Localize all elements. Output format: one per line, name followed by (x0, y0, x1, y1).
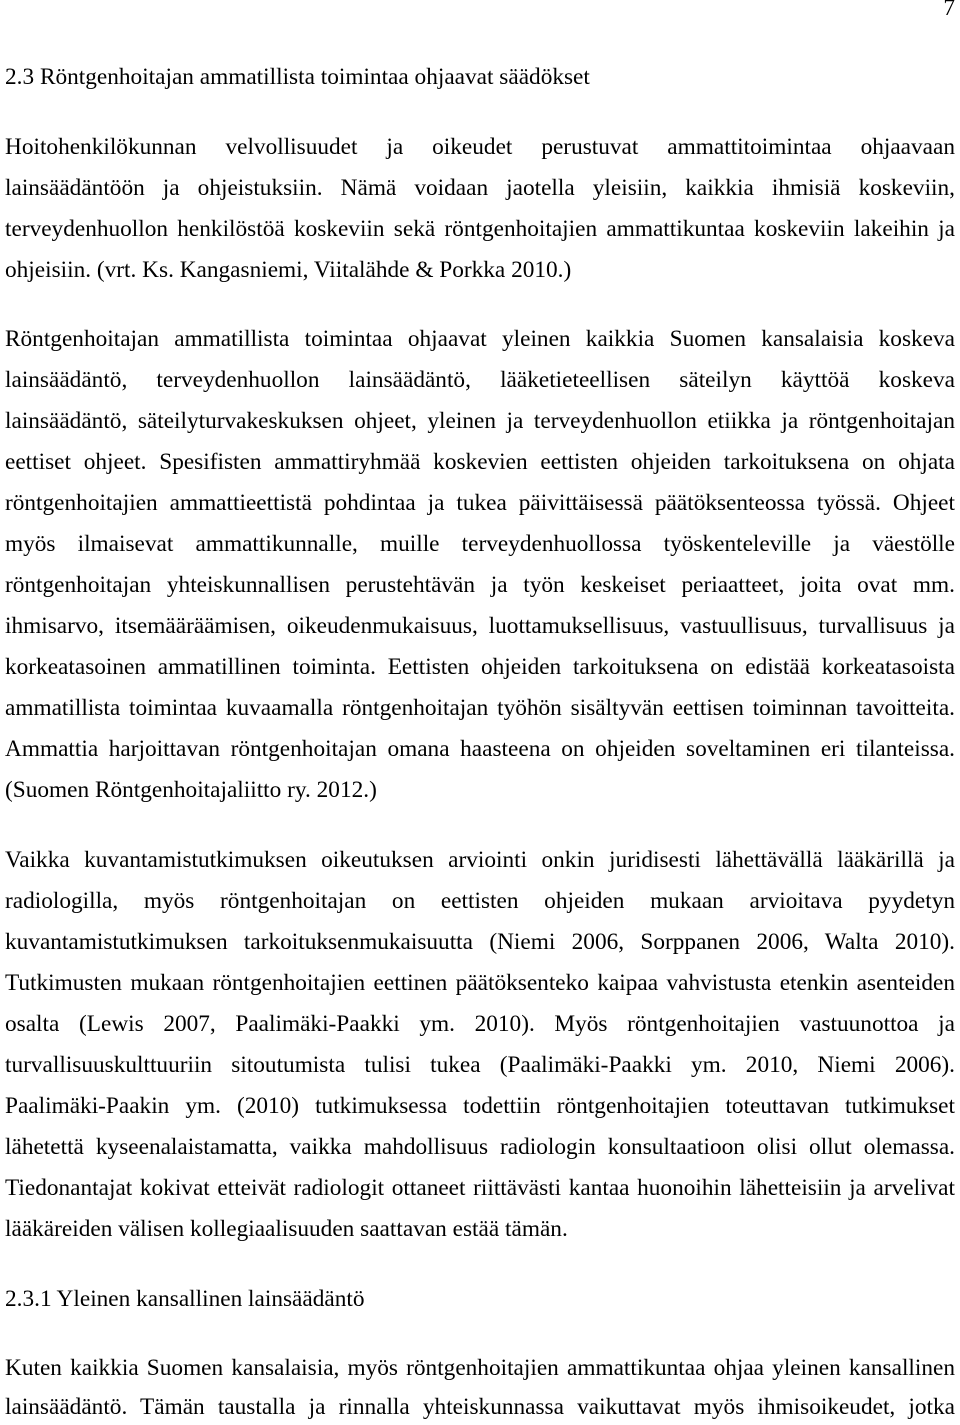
paragraph-line: (Suomen Röntgenhoitajaliitto ry. 2012.) (5, 777, 377, 803)
paragraph-line: terveydenhuollon henkilöstöä koskeviin sekä röntgenhoitajien ammattikuntaa koskeviin lakeihin ja (5, 216, 955, 242)
subsection-heading: 2.3.1 Yleinen kansallinen lainsäädäntö (5, 1286, 365, 1312)
paragraph-line: eettiset ohjeet. Spesifisten ammattiryhmää koskevien eettisten ohjeiden tarkoituksena on ohjata (5, 449, 955, 475)
paragraph-line: osalta (Lewis 2007, Paalimäki-Paakki ym. 2010). Myös röntgenhoitajien vastuunottoa ja (5, 1011, 955, 1037)
paragraph-line: Tiedonantajat kokivat etteivät radiologit ottaneet riittävästi kantaa huonoihin lähetteisiin ja arvelivat (5, 1175, 955, 1201)
paragraph-line: Röntgenhoitajan ammatillista toimintaa ohjaavat yleinen kaikkia Suomen kansalaisia koskeva (5, 326, 955, 352)
paragraph-line: turvallisuuskulttuuriin sitoutumista tulisi tukea (Paalimäki-Paakki ym. 2010, Niemi 2006). (5, 1052, 955, 1078)
page-number: 7 (943, 0, 955, 21)
paragraph-4 (5, 1348, 955, 1425)
subsection-heading-block (5, 1279, 955, 1320)
paragraph-line: lainsäädäntö, terveydenhuollon lainsäädäntö, lääketieteellisen säteilyn käyttöä koskeva (5, 367, 955, 393)
section-heading: 2.3 Röntgenhoitajan ammatillista toimintaa ohjaavat säädökset (5, 64, 590, 90)
paragraph-line: lähetettä kyseenalaistamatta, vaikka mahdollisuus radiologin konsultaatioon olisi ollut olemassa. (5, 1134, 955, 1160)
paragraph-line: radiologilla, myös röntgenhoitajan on eettisten ohjeiden mukaan arvioitava pyydetyn (5, 888, 955, 914)
paragraph-line: ammatillista toimintaa kuvaamalla röntgenhoitajan työhön sisältyvän eettisen toiminnan tavoitteita. (5, 695, 955, 721)
paragraph-line: Tutkimusten mukaan röntgenhoitajien eettinen päätöksenteko kaipaa vahvistusta etenkin asenteiden (5, 970, 955, 996)
paragraph-line: lainsäädäntöön ja ohjeistuksiin. Nämä voidaan jaotella yleisiin, kaikkia ihmisiä koskeviin, (5, 175, 955, 201)
paragraph-line: kuvantamistutkimuksen tarkoituksenmukaisuutta (Niemi 2006, Sorppanen 2006, Walta 2010). (5, 929, 955, 955)
paragraph-line: lainsäädäntö. Tämän taustalla ja rinnalla yhteiskunnassa vaikuttavat myös ihmisoikeudet, jotka (5, 1394, 955, 1420)
paragraph-line: röntgenhoitajan yhteiskunnallisen perustehtävän ja työn keskeiset periaatteet, joita ovat mm. (5, 572, 955, 598)
paragraph-line: Hoitohenkilökunnan velvollisuudet ja oikeudet perustuvat ammattitoimintaa ohjaavaan (5, 134, 955, 160)
paragraph-1 (5, 127, 955, 291)
paragraph-line: Ammattia harjoittavan röntgenhoitajan omana haasteena on ohjeiden soveltaminen eri tilanteissa. (5, 736, 955, 762)
paragraph-2 (5, 319, 955, 811)
paragraph-line: Paalimäki-Paakin ym. (2010) tutkimuksessa todettiin röntgenhoitajien toteuttavan tutkimukset (5, 1093, 955, 1119)
paragraph-line: myös ilmaisevat ammattikunnalle, muille terveydenhuollossa työskenteleville ja väestölle (5, 531, 955, 557)
paragraph-line: Kuten kaikkia Suomen kansalaisia, myös röntgenhoitajien ammattikuntaa ohjaa yleinen kansallinen (5, 1355, 955, 1381)
paragraph-line: lainsäädäntö, säteilyturvakeskuksen ohjeet, yleinen ja terveydenhuollon etiikka ja röntgenhoitajan (5, 408, 955, 434)
paragraph-line: lääkäreiden välisen kollegiaalisuuden saattavan estää tämän. (5, 1216, 568, 1242)
paragraph-3 (5, 840, 955, 1250)
paragraph-line: ohjeisiin. (vrt. Ks. Kangasniemi, Viitalähde & Porkka 2010.) (5, 257, 572, 283)
paragraph-line: korkeatasoinen ammatillinen toiminta. Eettisten ohjeiden tarkoituksena on edistää korkeatasoista (5, 654, 955, 680)
paragraph-line: ihmisarvo, itsemääräämisen, oikeudenmukaisuus, luottamuksellisuus, vastuullisuus, turvallisuus ja (5, 613, 955, 639)
section-heading-block (5, 57, 955, 98)
paragraph-line: röntgenhoitajien ammattieettistä pohdintaa ja tukea päivittäisessä päätöksenteossa työssä. Ohjeet (5, 490, 955, 516)
paragraph-line: Vaikka kuvantamistutkimuksen oikeutuksen arviointi onkin juridisesti lähettävällä lääkärillä ja (5, 847, 955, 873)
